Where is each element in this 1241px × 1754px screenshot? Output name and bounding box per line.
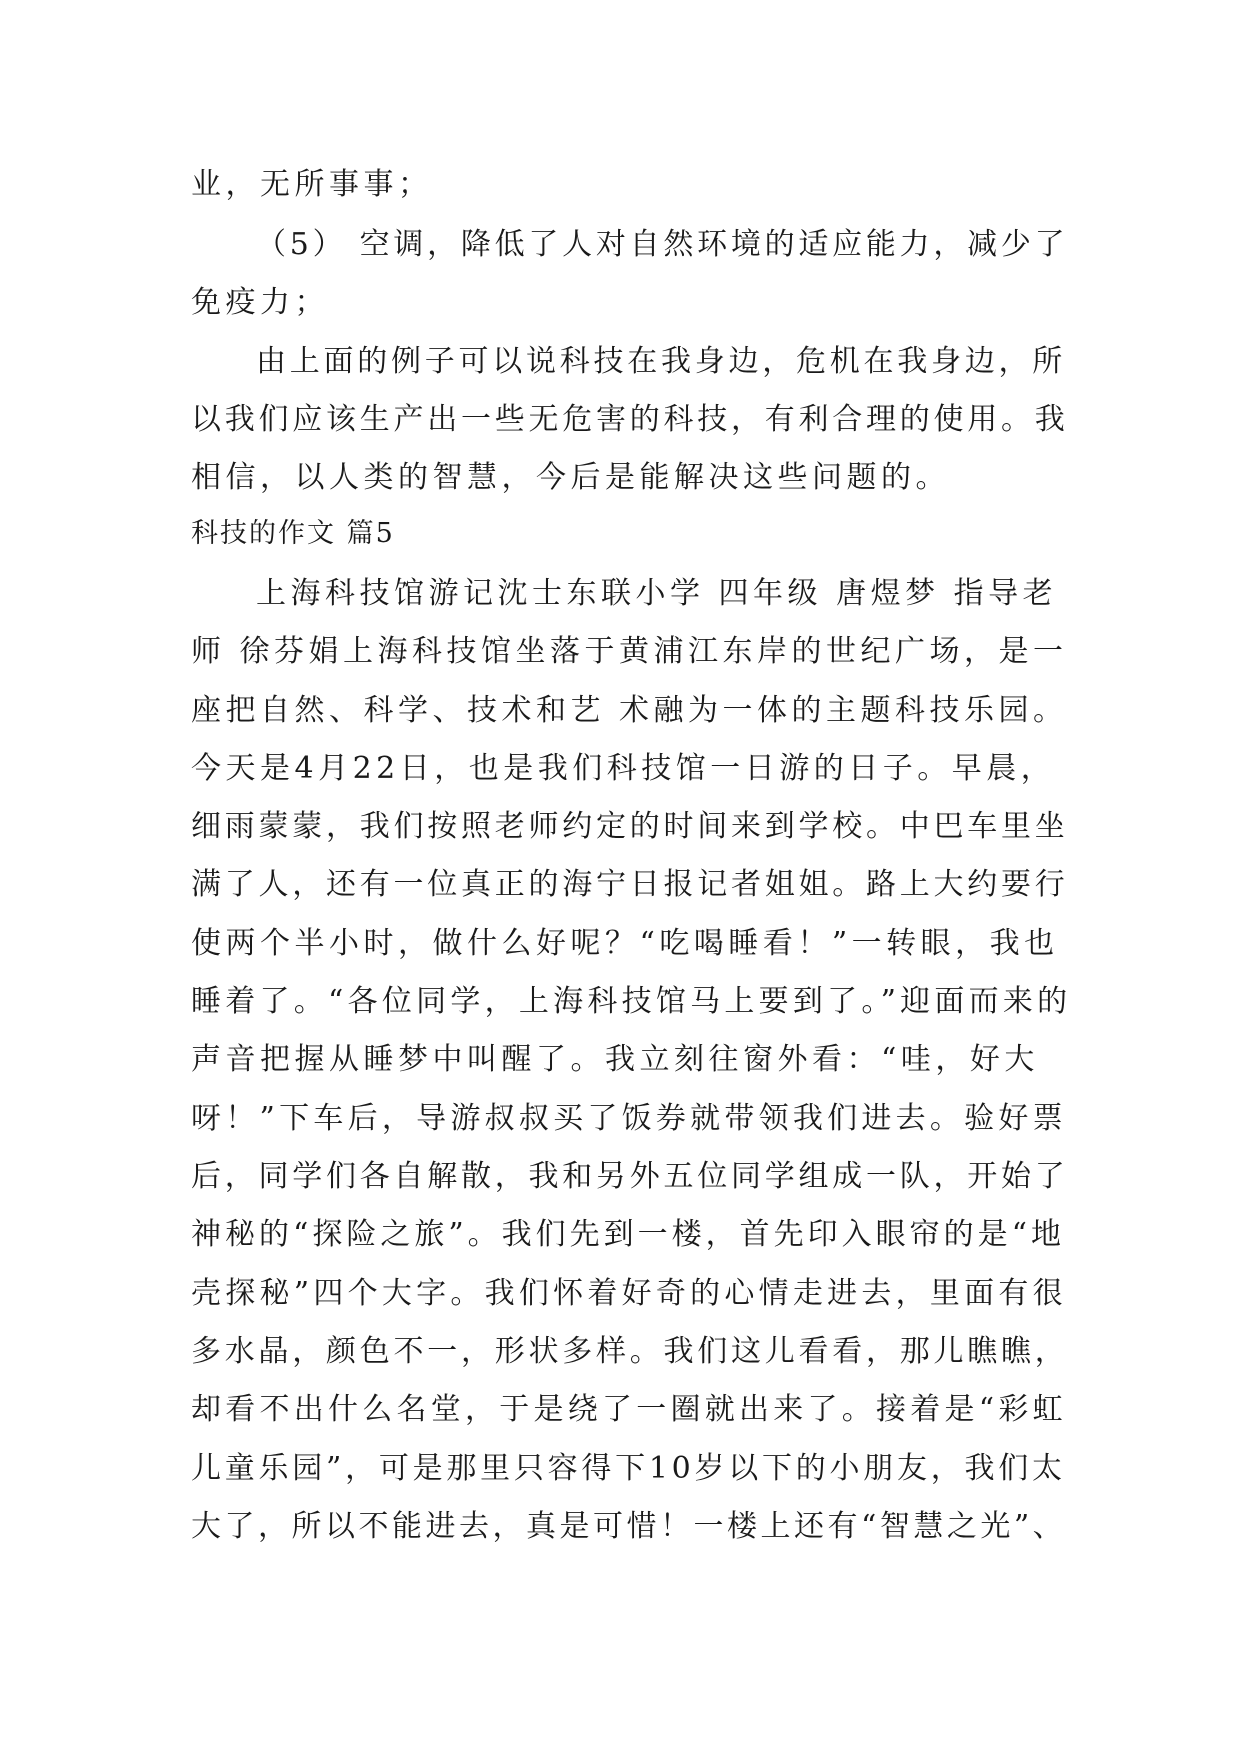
text-line: 使两个半小时，做什么好呢？“吃喝睡看！”一转眼，我也 <box>191 926 1059 961</box>
text-line: 后，同学们各自解散，我和另外五位同学组成一队，开始了 <box>191 1159 1069 1194</box>
text-line: 师 徐芬娟上海科技馆坐落于黄浦江东岸的世纪广场，是一 <box>191 634 1068 669</box>
text-line: 免疫力； <box>191 285 329 320</box>
text-line: 细雨蒙蒙，我们按照老师约定的时间来到学校。中巴车里坐 <box>191 809 1069 844</box>
text-line: 儿童乐园”，可是那里只容得下10岁以下的小朋友，我们太 <box>191 1451 1066 1486</box>
text-line: 神秘的“探险之旅”。我们先到一楼，首先印入眼帘的是“地 <box>191 1217 1066 1252</box>
text-line: 今天是4月22日，也是我们科技馆一日游的日子。早晨， <box>191 751 1056 786</box>
text-line: 声音把握从睡梦中叫醒了。我立刻往窗外看：“哇，好大 <box>191 1042 1039 1077</box>
text-line: 呀！”下车后，导游叔叔买了饭券就带领我们进去。验好票 <box>191 1101 1067 1136</box>
text-line: 以我们应该生产出一些无危害的科技，有利合理的使用。我 <box>191 402 1069 437</box>
text-line: 却看不出什么名堂，于是绕了一圈就出来了。接着是“彩虹 <box>191 1392 1067 1427</box>
text-line: 壳探秘”四个大字。我们怀着好奇的心情走进去，里面有很 <box>191 1276 1067 1311</box>
text-line: 业，无所事事； <box>191 167 433 202</box>
text-line: 满了人，还有一位真正的海宁日报记者姐姐。路上大约要行 <box>191 867 1069 902</box>
text-line: 大了，所以不能进去，真是可惜！一楼上还有“智慧之光”、 <box>191 1509 1067 1544</box>
text-line: 睡着了。“各位同学，上海科技馆马上要到了。”迎面而来的 <box>191 984 1072 1019</box>
text-line: 座把自然、科学、技术和艺 术融为一体的主题科技乐园。 <box>191 693 1068 728</box>
paragraph-start-line: 上海科技馆游记沈士东联小学 四年级 唐煜梦 指导老 <box>256 576 1058 611</box>
paragraph-start-line: 由上面的例子可以说科技在我身边，危机在我身边，所 <box>256 344 1066 379</box>
text-line: （5） 空调，降低了人对自然环境的适应能力，减少了 <box>256 227 1069 262</box>
text-line: 相信，以人类的智慧，今后是能解决这些问题的。 <box>191 460 950 495</box>
text-line: 多水晶，颜色不一，形状多样。我们这儿看看，那儿瞧瞧， <box>191 1334 1069 1369</box>
section-heading: 科技的作文 篇5 <box>191 518 395 549</box>
